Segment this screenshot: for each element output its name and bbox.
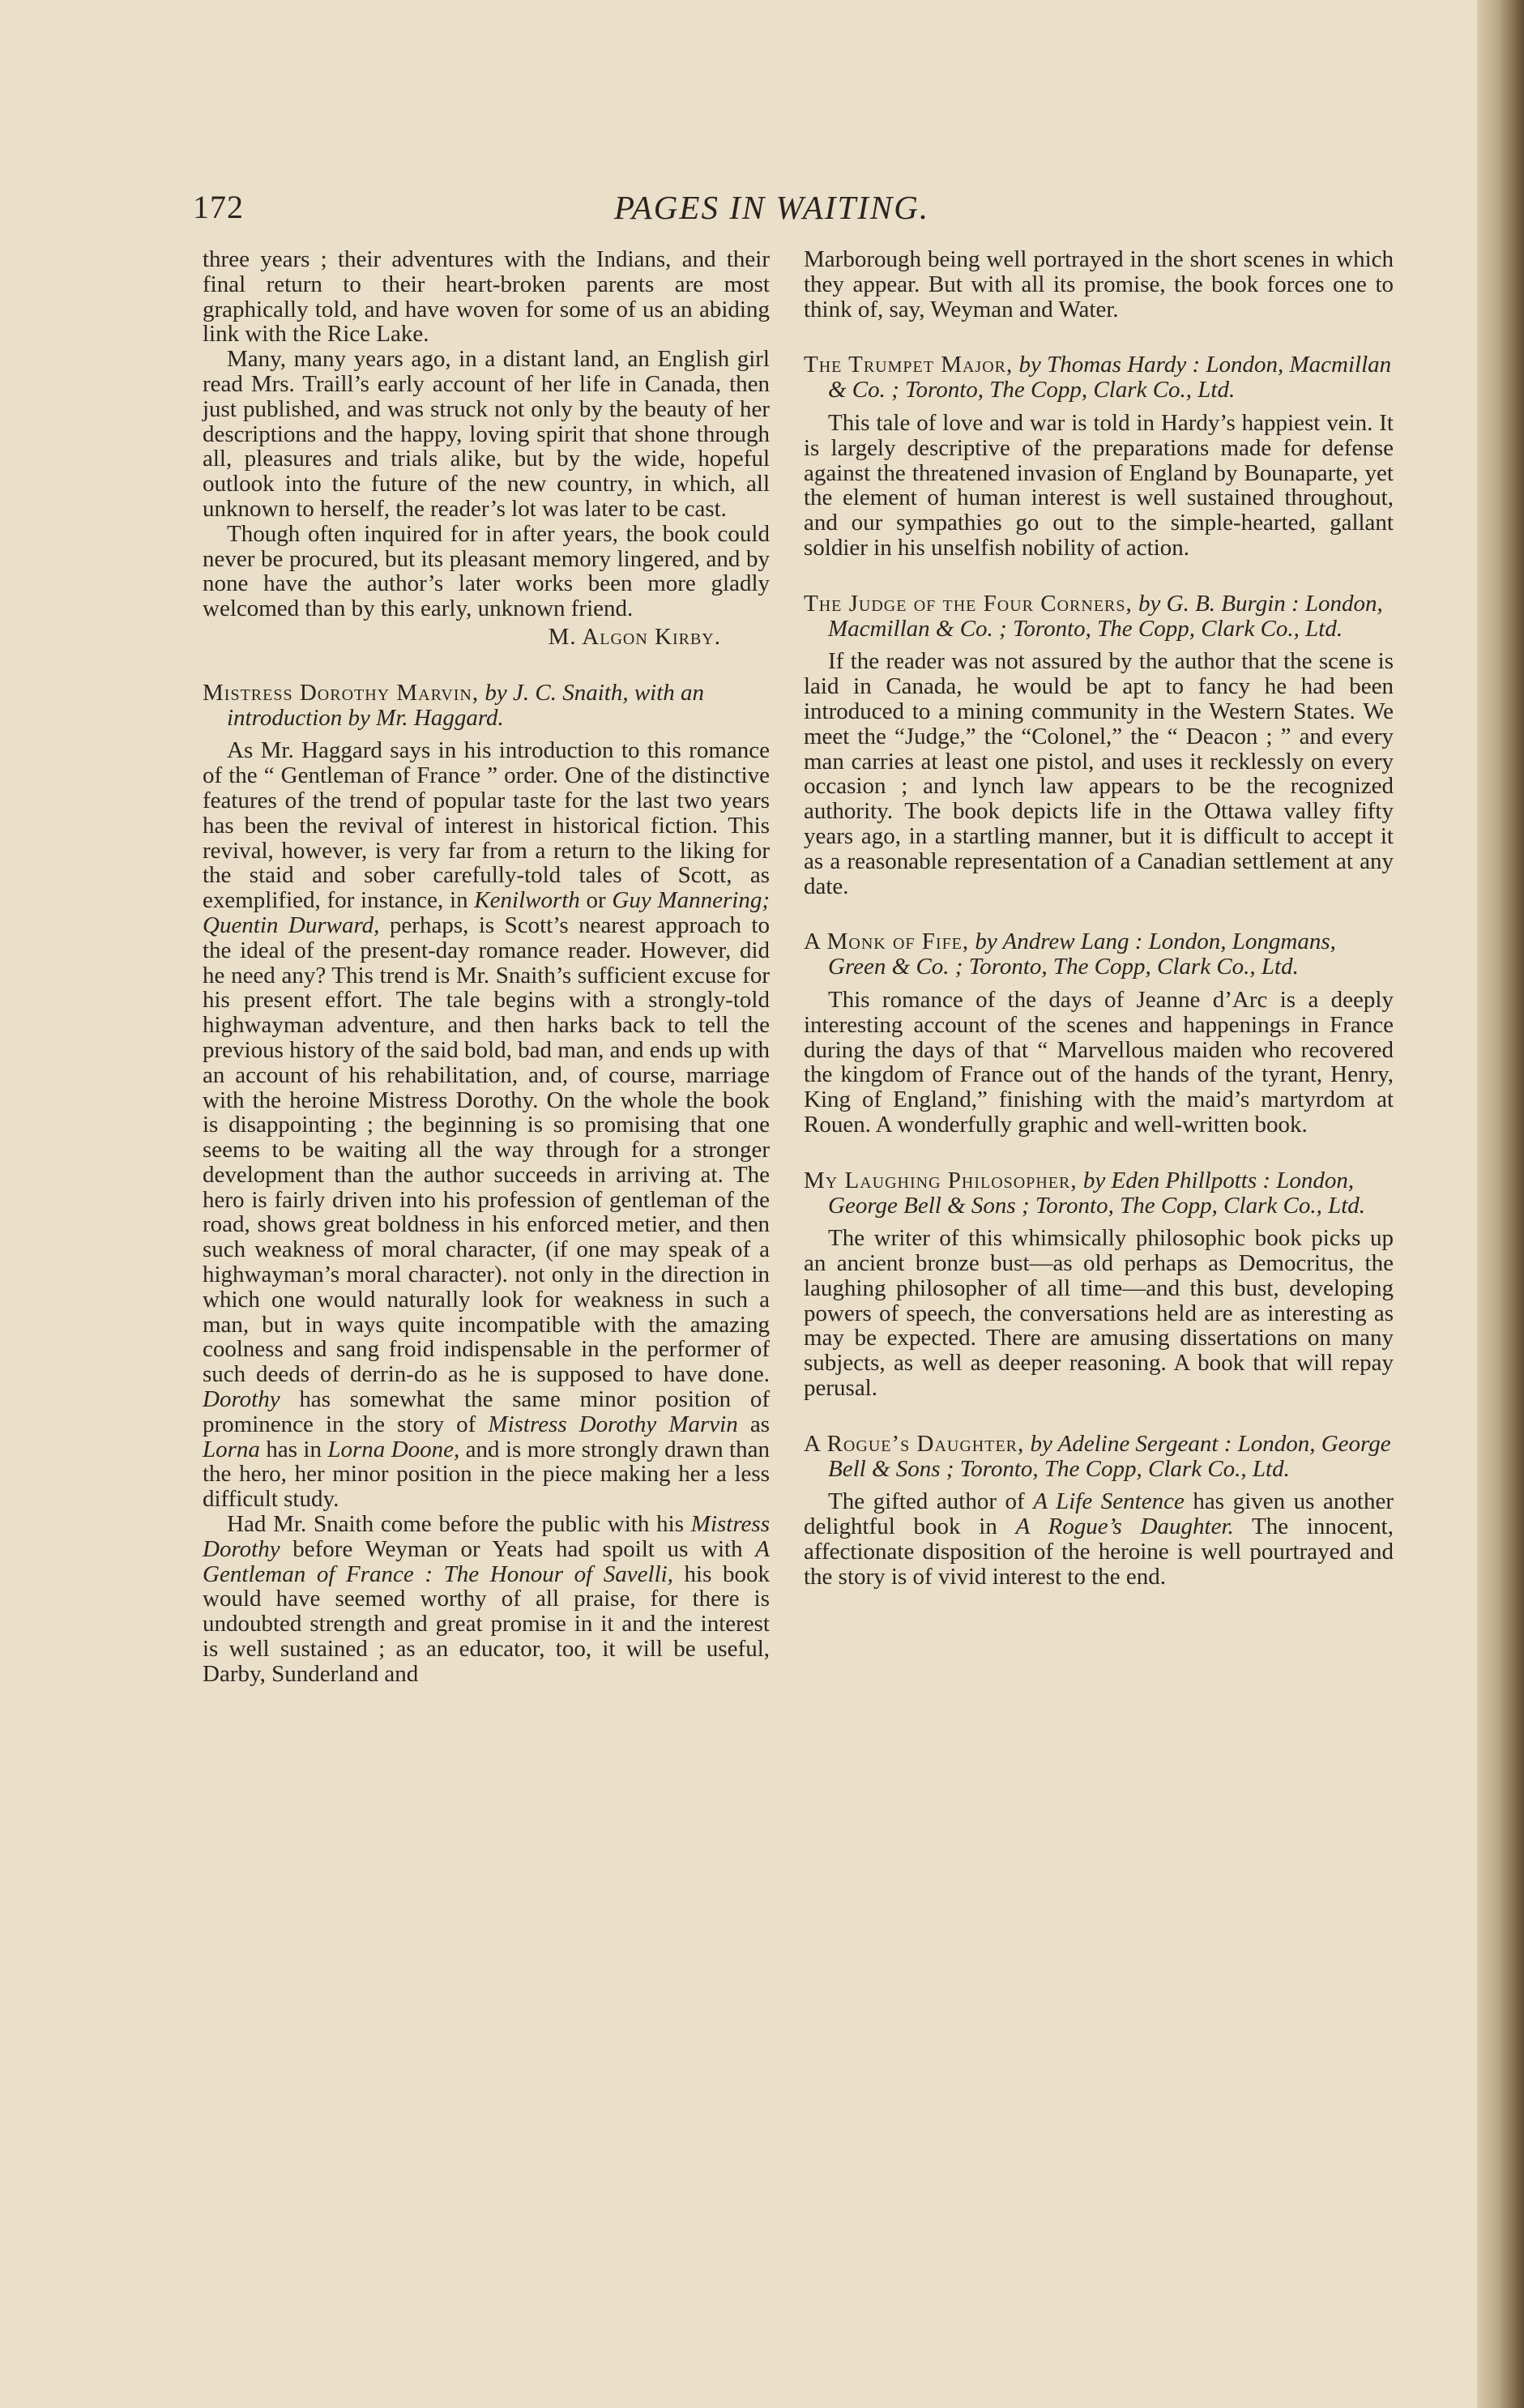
- text-run: his book would have seemed worthy of all praise, for there is undoubted strength and great promise in it and the interest is well sustained ; as an educator, too, it will be useful, Darby, Sunderland and: [203, 1561, 771, 1687]
- text-run: has given us another delightful book in: [804, 1488, 1394, 1540]
- review-heading: [804, 1168, 1394, 1219]
- review-byline: by Adeline Sergeant : London, George Bell & Sons ; Toronto, The Copp, Clark Co., Ltd.: [828, 1430, 1391, 1482]
- text-run: As Mr. Haggard says in his introduction to this romance of the “ Gentleman of France ” order. One of the distinctive features of the trend of popular taste for the last two years has been the revival of interest in historical fiction. This revival, however, is very far from a return to the liking for the staid and sober carefully-told tales of Scott, as exemplified, for instance, in: [203, 737, 770, 914]
- paragraph: The writer of this whimsically philosophic book picks up an ancient bronze bust—as old perhaps as Democritus, the laughing philosopher of all time—and this bust, developing powers of speech, the conversations held are as interesting as may be expected. There are amusing dissertations on many subjects, as well as deeper reasoning. A book that will repay perusal.: [804, 1225, 1394, 1402]
- text-run: perhaps, is Scott’s nearest approach to the ideal of the present-day romance reader. However, did he need any? This trend is Mr. Snaith’s sufficient excuse for his present effort. The tale begins with a strongly-told highwayman adventure, and then harks back to tell the previous history of the said bold, bad man, and ends up with an account of his rehabilitation, and, of course, marriage with the heroine Mistress Dorothy. On the whole the book is disappointing ; the beginning is so promising that one seems to be waiting all the way through for a stronger development than the author succeeds in arriving at. The hero is fairly driven into his profession of gentleman of the road, shows great boldness in his enforced metier, and then such weakness of moral character, (if one may speak of a highwayman’s moral character). not only in the direction in which one would naturally look for weakness in such a man, but in ways quite incompatible with the amazing coolness and sang froid indispensable in the performer of such deeds of derrin-do as he is supposed to have done.: [203, 912, 770, 1388]
- text-run: or: [579, 887, 613, 914]
- text-run: Had Mr. Snaith come before the public with his: [227, 1511, 691, 1538]
- book-title: Lorna Doone,: [327, 1436, 460, 1462]
- review-byline: by Thomas Hardy : London, Macmillan & Co. ; Toronto, The Copp, Clark Co., Ltd.: [828, 352, 1392, 403]
- text-run: and is more strongly drawn than the hero, her minor position in the piece making her a less difficult study.: [203, 1436, 770, 1513]
- review-title: A Monk of Fife,: [804, 929, 970, 955]
- review-heading: [203, 681, 770, 731]
- text-run: has in: [259, 1436, 328, 1462]
- signature: M. Algon Kirby.: [548, 623, 721, 650]
- text-run: as: [737, 1411, 770, 1437]
- review-heading: [804, 1432, 1394, 1482]
- left-column: [203, 247, 770, 1687]
- review-heading: [804, 591, 1394, 642]
- book-title: A Gentleman of France : The Honour of Savelli,: [203, 1535, 770, 1587]
- review-heading: [804, 352, 1394, 403]
- review-byline: by J. C. Snaith, with an introduction by Mr. Haggard.: [227, 679, 705, 731]
- paragraph: [804, 1489, 1394, 1589]
- book-title: Dorothy: [203, 1386, 280, 1413]
- page-binding-edge: [1477, 0, 1524, 2408]
- paragraph: This romance of the days of Jeanne d’Arc is a deeply interesting account of the scenes and happenings in France during the days of that “ Marvellous maiden who recovered the kingdom of France out of the hands of the tyrant, Henry, King of England,” finishing with the maid’s martyrdom at Rouen. A wonderfully graphic and well-written book.: [804, 986, 1394, 1138]
- paragraph: Many, many years ago, in a distant land, an English girl read Mrs. Traill’s early account of her life in Canada, then just published, and was struck not only by the beauty of her descriptions and the happy, loving spirit that shone through all, pleasures and trials alike, but by the wide, hopeful outlook into the future of the new country, in which, all unknown to herself, the reader’s lot was later to be cast.: [203, 346, 770, 522]
- page-number: 172: [193, 189, 244, 225]
- book-title: Lorna: [203, 1436, 260, 1462]
- text-run: The gifted author of: [828, 1488, 1034, 1515]
- review-title: The Trumpet Major,: [804, 352, 1014, 378]
- review-byline: by Andrew Lang : London, Longmans, Green & Co. ; Toronto, The Copp, Clark Co., Ltd.: [828, 929, 1336, 980]
- right-column: [804, 247, 1394, 1590]
- review-byline: by Eden Phillpotts : London, George Bell & Sons ; Toronto, The Copp, Clark Co., Ltd.: [828, 1167, 1366, 1219]
- paragraph: [203, 738, 770, 1512]
- review-byline: by G. B. Burgin : London, Macmillan & Co. ; Toronto, The Copp, Clark Co., Ltd.: [828, 590, 1383, 642]
- paragraph: [203, 1512, 770, 1687]
- running-title: PAGES IN WAITING.: [614, 189, 930, 226]
- book-title: A Rogue’s Daughter.: [1015, 1514, 1234, 1540]
- review-title: A Rogue’s Daughter,: [804, 1430, 1025, 1457]
- book-title: Mistress Dorothy Marvin: [488, 1411, 738, 1437]
- paragraph: Marborough being well portrayed in the short scenes in which they appear. But with all its promise, the book forces one to think of, say, Weyman and Water.: [804, 246, 1394, 322]
- paragraph: three years ; their adventures with the Indians, and their final return to their heart-broken parents are most graphically told, and have woven for some of us an abiding link with the Rice Lake.: [203, 246, 770, 348]
- book-title: A Life Sentence: [1033, 1488, 1185, 1515]
- text-run: The innocent, affectionate disposition of the heroine is well pourtrayed and the story is of vivid interest to the end.: [804, 1514, 1394, 1590]
- text-run: has somewhat the same minor position of prominence in the story of: [203, 1386, 770, 1437]
- text-run: before Weyman or Yeats had spoilt us with: [280, 1535, 756, 1562]
- paragraph: If the reader was not assured by the author that the scene is laid in Canada, he would be apt to fancy he had been introduced to a mining community in the Western States. We meet the “Judge,” the “Colonel,” the “ Deacon ; ” and every man carries at least one pistol, and uses it recklessly on every occasion ; and lynch law appears to be the recognized authority. The book depicts life in the Ottawa valley fifty years ago, in a startling manner, but it is difficult to accept it as a reasonable representation of a Canadian settlement at any date.: [804, 648, 1394, 899]
- page-header: [193, 188, 1392, 237]
- review-heading: [804, 929, 1394, 980]
- review-title: My Laughing Philosopher,: [804, 1167, 1078, 1193]
- paragraph: Though often inquired for in after years, the book could never be procured, but its pleasant memory lingered, and by none have the author’s later works been more gladly welcomed than by this early, unknown friend.: [203, 520, 770, 622]
- book-title: Guy Mannering; Quentin Durward,: [203, 887, 770, 938]
- book-title: Kenilworth: [474, 887, 580, 914]
- paragraph: This tale of love and war is told in Hardy’s happiest vein. It is largely descriptive of the preparations made for defense against the threatened invasion of England by Bounaparte, yet the element of human interest is well sustained throughout, and our sympathies go out to the simple-hearted, gallant soldier in his unselfish nobility of action.: [804, 409, 1394, 561]
- review-title: Mistress Dorothy Marvin,: [203, 679, 480, 706]
- review-title: The Judge of the Four Corners,: [804, 590, 1133, 617]
- book-title: Mistress Dorothy: [203, 1511, 770, 1562]
